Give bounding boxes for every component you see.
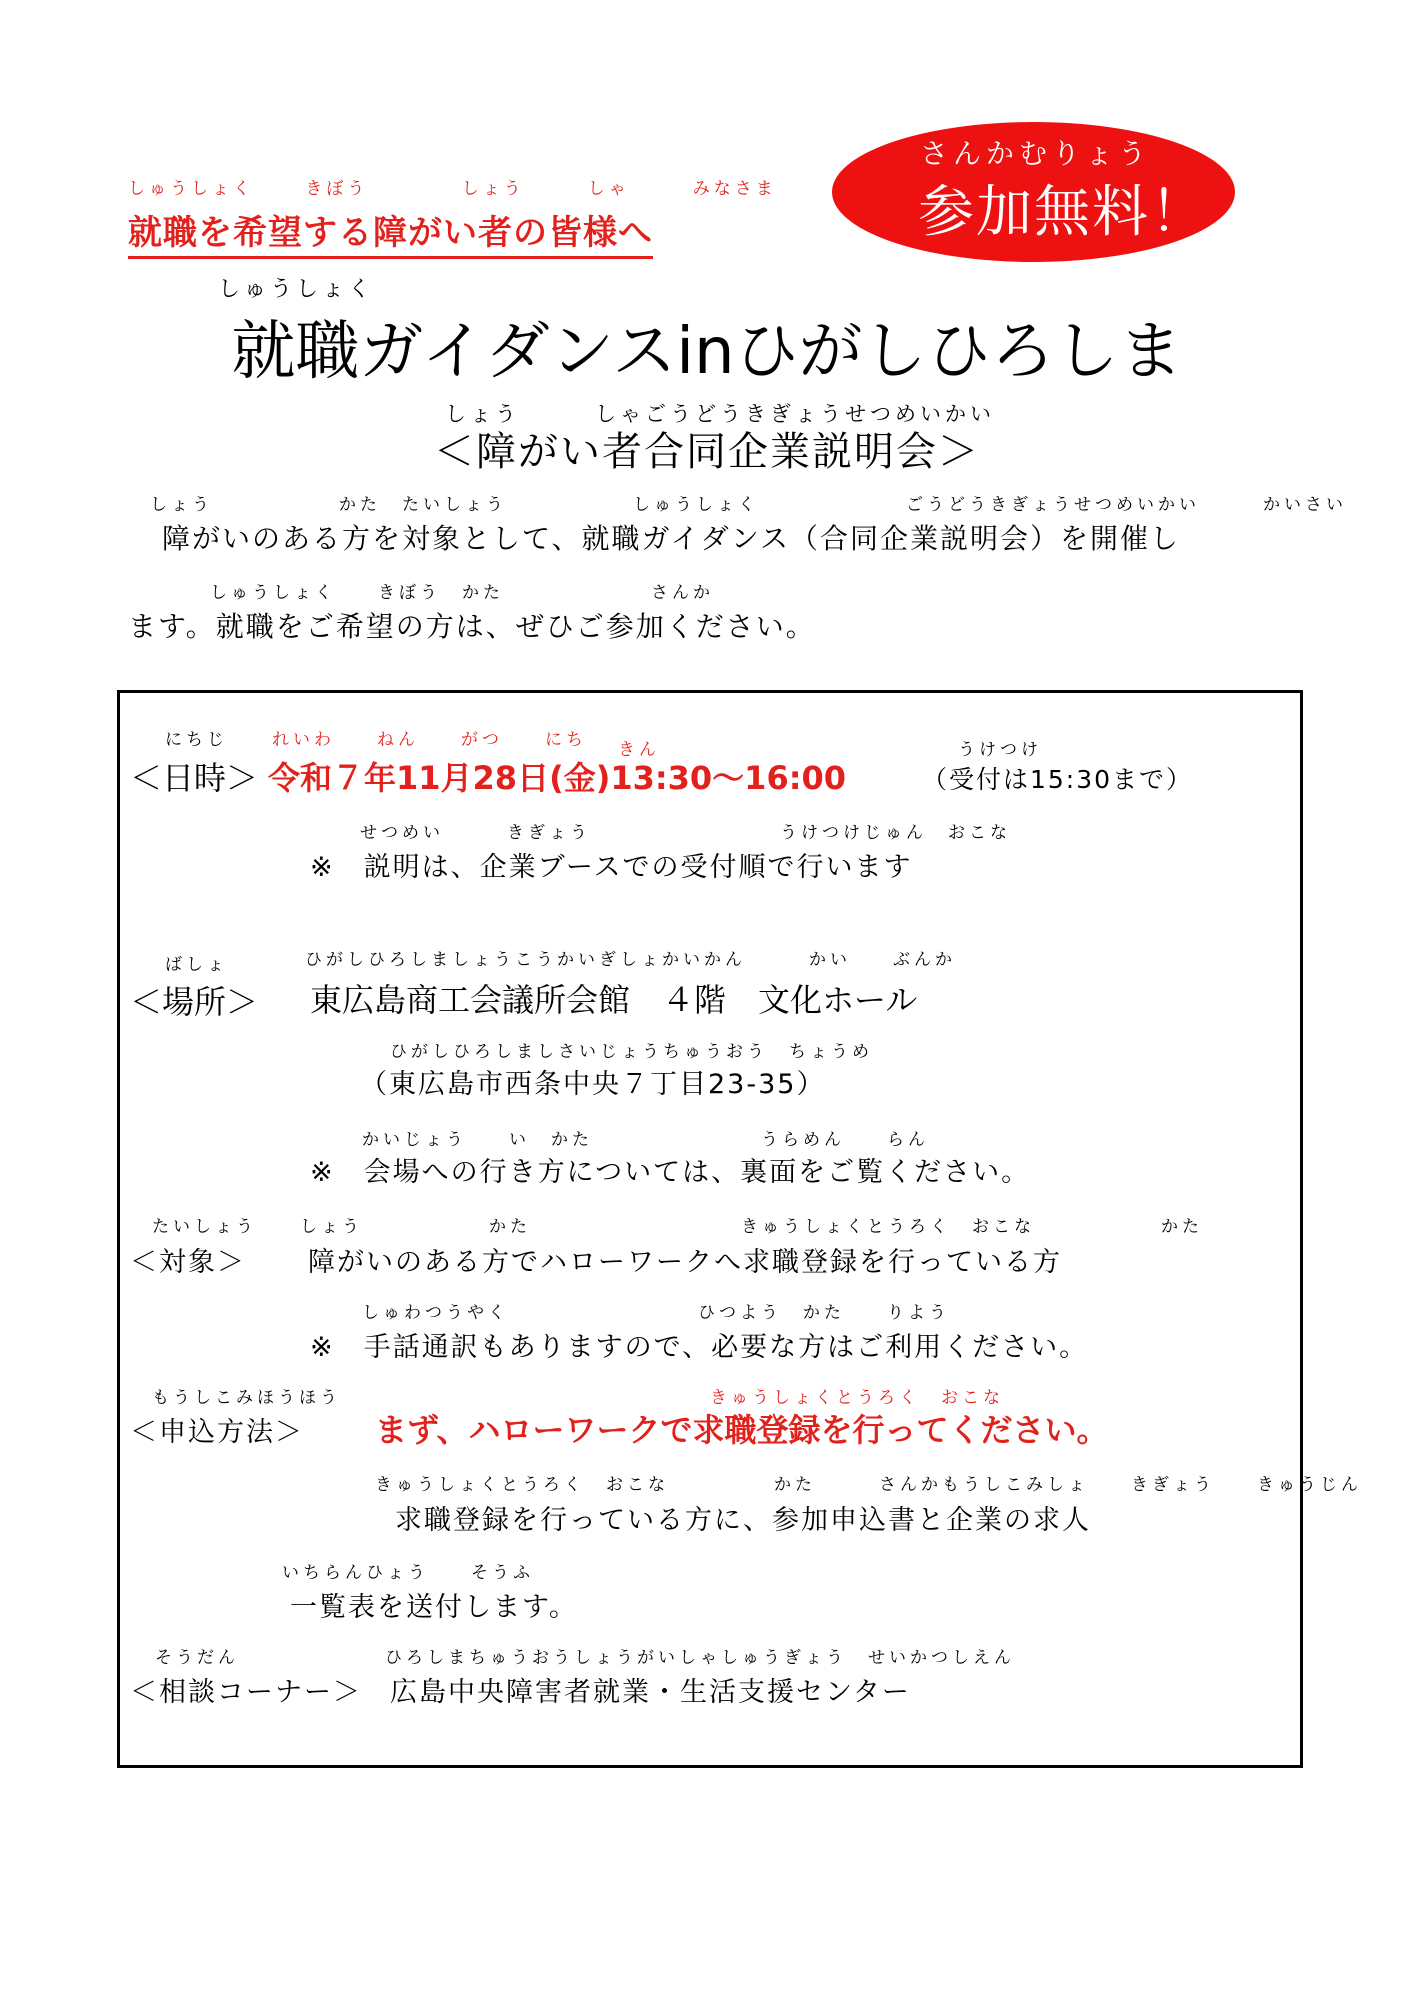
place-label-furigana: ばしょ bbox=[165, 955, 228, 975]
apply-desc1-furigana: きゅうしょくとうろく おこな かた さんかもうしこみしょ きぎょう きゅうじん bbox=[375, 1475, 1362, 1495]
date-kin-furigana: きん bbox=[618, 740, 660, 760]
target-note-furigana: しゅわつうやく ひつよう かた りよう bbox=[362, 1303, 950, 1323]
page-subtitle: ＜障がい者合同企業説明会＞ bbox=[434, 429, 980, 475]
intro-line2-furigana: しゅうしょく きぼう かた さんか bbox=[210, 583, 714, 603]
target-label-furigana: たいしょう bbox=[152, 1217, 257, 1237]
reception-time: （受付は15:30まで） bbox=[922, 765, 1194, 794]
apply-label: ＜申込方法＞ bbox=[130, 1417, 304, 1448]
consult-furigana: ひろしまちゅうおうしょうがいしゃしゅうぎょう せいかつしえん bbox=[385, 1648, 1015, 1668]
apply-label-furigana: もうしこみほうほう bbox=[152, 1388, 341, 1408]
target-furigana: しょう かた きゅうしょくとうろく おこな かた bbox=[300, 1217, 1203, 1237]
address-furigana: ひがしひろしましさいじょうちゅうおう ちょうめ bbox=[390, 1042, 873, 1062]
place-label: ＜場所＞ bbox=[130, 983, 259, 1021]
title-furigana: しゅうしょく bbox=[218, 277, 375, 302]
consult-label-furigana: そうだん bbox=[155, 1648, 239, 1668]
free-badge-furigana: さんかむりょう bbox=[920, 137, 1152, 170]
target-note: ※ 手話通訳もありますので、必要な方はご利用ください。 bbox=[310, 1332, 1089, 1363]
place-note: ※ 会場への行き方については、裏面をご覧ください。 bbox=[310, 1157, 1031, 1188]
venue-furigana: ひがしひろしましょうこうかいぎしょかいかん かい ぶんか bbox=[305, 950, 956, 970]
subtitle-furigana: しょう しゃごうどうきぎょうせつめいかい bbox=[445, 402, 995, 426]
apply-instruction: まず、ハローワークで求職登録を行ってください。 bbox=[375, 1411, 1109, 1449]
audience-heading: 就職を希望する障がい者の皆様へ bbox=[128, 205, 653, 259]
free-badge-text: 参加無料！ bbox=[918, 180, 1208, 245]
consult-text: 広島中央障害者就業・生活支援センター bbox=[390, 1677, 911, 1708]
intro-line2: ます。就職をご希望の方は、ぜひご参加ください。 bbox=[128, 610, 816, 643]
intro-line1: 障がいのある方を対象として、就職ガイダンス（合同企業説明会）を開催し bbox=[162, 522, 1181, 555]
apply-desc2-furigana: いちらんひょう そうふ bbox=[282, 1563, 534, 1583]
datetime-note-furigana: せつめい きぎょう うけつけじゅん おこな bbox=[360, 823, 1011, 843]
apply-furigana: きゅうしょくとうろく おこな bbox=[710, 1388, 1004, 1408]
datetime-label-furigana: にちじ bbox=[165, 730, 228, 750]
place-note-furigana: かいじょう い かた うらめん らん bbox=[362, 1130, 929, 1150]
venue-name: 東広島商工会議所会館 ４階 文化ホール bbox=[310, 981, 918, 1019]
apply-desc1: 求職登録を行っている方に、参加申込書と企業の求人 bbox=[395, 1505, 1091, 1536]
audience-furigana: しゅうしょく きぼう しょう しゃ みなさま bbox=[128, 179, 777, 199]
reception-furigana: うけつけ bbox=[958, 740, 1042, 760]
intro-line1-furigana: しょう かた たいしょう しゅうしょく ごうどうきぎょうせつめいかい かいさい bbox=[150, 495, 1347, 515]
event-date: 令和７年11月28日(金)13:30〜16:00 bbox=[268, 759, 847, 797]
datetime-note: ※ 説明は、企業ブースでの受付順で行います bbox=[310, 852, 913, 883]
target-text: 障がいのある方でハローワークへ求職登録を行っている方 bbox=[308, 1247, 1062, 1278]
apply-desc2: 一覧表を送付します。 bbox=[290, 1592, 578, 1623]
datetime-label: ＜日時＞ bbox=[130, 759, 259, 797]
target-label: ＜対象＞ bbox=[130, 1247, 246, 1278]
consult-label: ＜相談コーナー＞ bbox=[130, 1677, 362, 1708]
page-title: 就職ガイダンスinひがしひろしま bbox=[231, 315, 1183, 389]
date-furigana: れいわ ねん がつ にち bbox=[272, 730, 587, 750]
venue-address: （東広島市西条中央７丁目23-35） bbox=[360, 1069, 826, 1100]
